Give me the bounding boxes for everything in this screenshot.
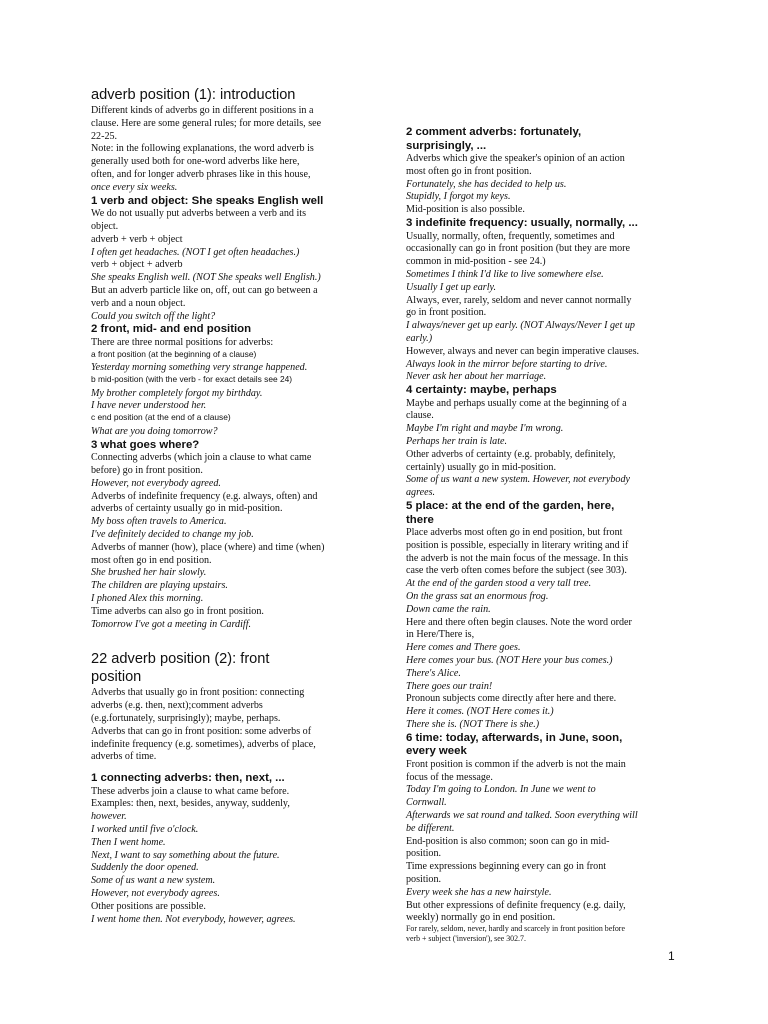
- example-line: I've definitely decided to change my job.: [91, 528, 254, 540]
- body-line: But an adverb particle like on, off, out can go between a: [91, 284, 318, 296]
- example-line: I went home then. Not everybody, however, agrees.: [91, 913, 296, 925]
- body-line: End-position is also common; soon can go in mid-: [406, 835, 610, 847]
- example-line: Never ask her about her marriage.: [406, 371, 547, 383]
- body-line: adverbs of certainty usually go in mid-position.: [91, 503, 283, 515]
- example-line: Tomorrow I've got a meeting in Cardiff.: [91, 618, 252, 630]
- subheading: 1 verb and object: She speaks English well: [91, 194, 324, 207]
- body-line: occasionally can go in front position (but they are more: [406, 243, 630, 255]
- example-line: agrees.: [406, 487, 436, 499]
- body-line: clause.: [406, 410, 434, 422]
- body-line: adverb + verb + object: [91, 233, 183, 245]
- body-line: (e.g.fortunately, surprisingly); maybe, perhaps.: [91, 712, 281, 724]
- example-line: Then I went home.: [91, 836, 166, 848]
- body-line: clause. Here are some general rules; for more details, see: [91, 117, 322, 129]
- body-line: position is possible, especially in literary writing and if: [406, 539, 629, 551]
- body-line: object.: [91, 220, 119, 232]
- body-line: Other adverbs of certainty (e.g. probably, definitely,: [406, 448, 616, 460]
- example-line: Perhaps her train is late.: [406, 436, 508, 447]
- section-heading: 22 adverb position (2): front: [91, 651, 270, 668]
- subheading: every week: [406, 745, 467, 758]
- body-line: the adverb is not the main focus of the message. In this: [406, 552, 629, 564]
- body-line: Place adverbs most often go in end position, but front: [406, 527, 623, 538]
- body-line: generally used both for one-word adverbs like here,: [91, 156, 300, 168]
- example-line: however.: [91, 811, 127, 823]
- body-line: most often go in front position.: [406, 165, 532, 177]
- body-line: Adverbs that can go in front position: some adverbs of: [91, 725, 312, 737]
- example-line: Some of us want a new system. However, not everybody: [406, 474, 630, 486]
- example-line: At the end of the garden stood a very tall tree.: [406, 578, 592, 590]
- body-line: verb + object + adverb: [91, 259, 183, 271]
- example-line: Afterwards we sat round and talked. Soon everything will: [406, 810, 638, 821]
- body-line: However, always and never can begin imperative clauses.: [406, 345, 640, 357]
- list-line: c end position (at the end of a clause): [91, 412, 231, 423]
- example-line: Yesterday morning something very strange happened.: [91, 362, 308, 374]
- body-line: Adverbs which give the speaker's opinion of an action: [406, 153, 625, 164]
- body-line: position.: [406, 874, 442, 885]
- body-line: Adverbs that usually go in front position: connecting: [91, 687, 305, 699]
- subheading: 1 connecting adverbs: then, next, ...: [91, 772, 285, 785]
- subheading: 2 front, mid- and end position: [91, 323, 252, 336]
- body-line: Mid-position is also possible.: [406, 204, 525, 216]
- example-line: Here comes your bus. (NOT Here your bus comes.): [406, 655, 613, 666]
- section-heading: adverb position (1): introduction: [91, 87, 296, 103]
- subheading: 2 comment adverbs: fortunately,: [406, 126, 582, 138]
- example-line: However, not everybody agrees.: [91, 888, 220, 899]
- body-line: most often go in end position.: [91, 554, 212, 566]
- example-line: Usually I get up early.: [406, 281, 496, 293]
- example-line: Could you switch off the light?: [91, 310, 216, 322]
- body-line: Other positions are possible.: [91, 900, 206, 912]
- body-line: Examples: then, next, besides, anyway, suddenly,: [91, 798, 290, 810]
- body-line: in Here/There is,: [406, 629, 475, 641]
- body-line: 22-25.: [91, 130, 118, 142]
- example-line: The children are playing upstairs.: [91, 580, 228, 592]
- example-line: What are you doing tomorrow?: [91, 425, 218, 437]
- body-line: These adverbs join a clause to what came before.: [91, 785, 290, 797]
- body-line: go in front position.: [406, 307, 487, 319]
- subheading: there: [406, 513, 434, 526]
- subheading: 3 indefinite frequency: usually, normally, ...: [406, 217, 638, 229]
- body-line: before) go in front position.: [91, 464, 203, 476]
- body-line: indefinite frequency (e.g. sometimes), adverbs of place,: [91, 738, 316, 750]
- body-line: Maybe and perhaps usually come at the beginning of a: [406, 397, 627, 409]
- body-line: certainly) usually go in mid-position.: [406, 461, 556, 473]
- example-line: be different.: [406, 822, 455, 834]
- example-line: My brother completely forgot my birthday.: [91, 387, 263, 399]
- body-line: Connecting adverbs (which join a clause to what came: [91, 452, 312, 464]
- subheading: 5 place: at the end of the garden, here,: [406, 500, 615, 512]
- list-line: a front position (at the beginning of a clause): [91, 348, 257, 359]
- example-line: There she is. (NOT There is she.): [406, 719, 540, 730]
- body-line: Here and there often begin clauses. Note the word order: [406, 616, 632, 628]
- body-line: weekly) normally go in end position.: [406, 912, 556, 924]
- body-line: Pronoun subjects come directly after here and there.: [406, 693, 617, 705]
- example-line: Every week she has a new hairstyle.: [406, 886, 552, 898]
- body-line: Always, ever, rarely, seldom and never cannot normally: [406, 294, 632, 306]
- body-line: often, and for longer adverb phrases like in this house,: [91, 169, 311, 180]
- body-line: focus of the message.: [406, 771, 493, 783]
- example-line: Always look in the mirror before starting to drive.: [406, 358, 608, 370]
- body-line: common in mid-position - see 24.): [406, 256, 546, 268]
- example-line: She speaks English well. (NOT She speaks well English.): [91, 272, 321, 284]
- subheading: 3 what goes where?: [91, 438, 200, 451]
- example-line: Suddenly the door opened.: [91, 862, 199, 874]
- example-line: She brushed her hair slowly.: [91, 567, 207, 579]
- example-line: I phoned Alex this morning.: [91, 592, 204, 604]
- body-line: We do not usually put adverbs between a verb and its: [91, 208, 307, 220]
- example-line: Stupidly, I forgot my keys.: [406, 191, 511, 203]
- body-line: Time expressions beginning every can go in front: [406, 861, 607, 873]
- example-line: However, not everybody agreed.: [91, 477, 221, 489]
- body-line: adverbs (e.g. then, next);comment adverbs: [91, 700, 263, 712]
- example-line: There goes our train!: [406, 680, 493, 692]
- example-line: I worked until five o'clock.: [91, 824, 199, 835]
- body-line: case the verb often comes before the subject (see 303).: [406, 565, 627, 577]
- footnote-line: For rarely, seldom, never, hardly and scarcely in front position before: [406, 924, 625, 934]
- example-line: Sometimes I think I'd like to live somewhere else.: [406, 268, 604, 280]
- example-line: Here it comes. (NOT Here comes it.): [406, 706, 554, 718]
- subheading: surprisingly, ...: [406, 139, 487, 152]
- example-line: On the grass sat an enormous frog.: [406, 591, 549, 602]
- example-line: Here comes and There goes.: [406, 642, 521, 654]
- body-line: Note: in the following explanations, the word adverb is: [91, 143, 314, 155]
- subheading: 6 time: today, afterwards, in June, soon,: [406, 731, 623, 744]
- body-line: position.: [406, 848, 442, 860]
- example-line: My boss often travels to America.: [91, 516, 227, 528]
- body-line: verb and a noun object.: [91, 297, 186, 309]
- example-line: early.): [406, 332, 433, 344]
- section-heading: position: [91, 669, 142, 686]
- body-line: Different kinds of adverbs go in different positions in a: [91, 105, 314, 116]
- example-line: Fortunately, she has decided to help us.: [406, 178, 567, 190]
- example-line: I often get headaches. (NOT I get often headaches.): [91, 246, 300, 258]
- example-line: There's Alice.: [406, 667, 461, 679]
- example-line: Down came the rain.: [406, 603, 491, 615]
- example-line: Cornwall.: [406, 797, 447, 809]
- example-line: Next, I want to say something about the future.: [91, 849, 280, 861]
- body-line: There are three normal positions for adverbs:: [91, 336, 274, 348]
- body-line: Adverbs of indefinite frequency (e.g. always, often) and: [91, 490, 318, 502]
- body-line: But other expressions of definite frequency (e.g. daily,: [406, 899, 626, 911]
- body-line: Usually, normally, often, frequently, sometimes and: [406, 230, 615, 242]
- body-line: Adverbs of manner (how), place (where) and time (when): [91, 541, 325, 553]
- example-line: I always/never get up early. (NOT Always/Never I get up: [406, 320, 635, 332]
- footnote-line: verb + subject ('inversion'), see 302.7.: [406, 933, 526, 943]
- example-line: Some of us want a new system.: [91, 875, 216, 887]
- body-line: adverbs of time.: [91, 751, 157, 763]
- subheading: 4 certainty: maybe, perhaps: [406, 384, 557, 397]
- example-line: once every six weeks.: [91, 181, 178, 193]
- page-number: 1: [668, 949, 675, 963]
- example-line: Maybe I'm right and maybe I'm wrong.: [406, 423, 564, 435]
- example-line: I have never understood her.: [91, 400, 207, 412]
- example-line: Today I'm going to London. In June we went to: [406, 784, 596, 796]
- body-line: Time adverbs can also go in front position.: [91, 605, 264, 617]
- list-line: b mid-position (with the verb - for exact details see 24): [91, 374, 293, 384]
- body-line: Front position is common if the adverb is not the main: [406, 758, 626, 770]
